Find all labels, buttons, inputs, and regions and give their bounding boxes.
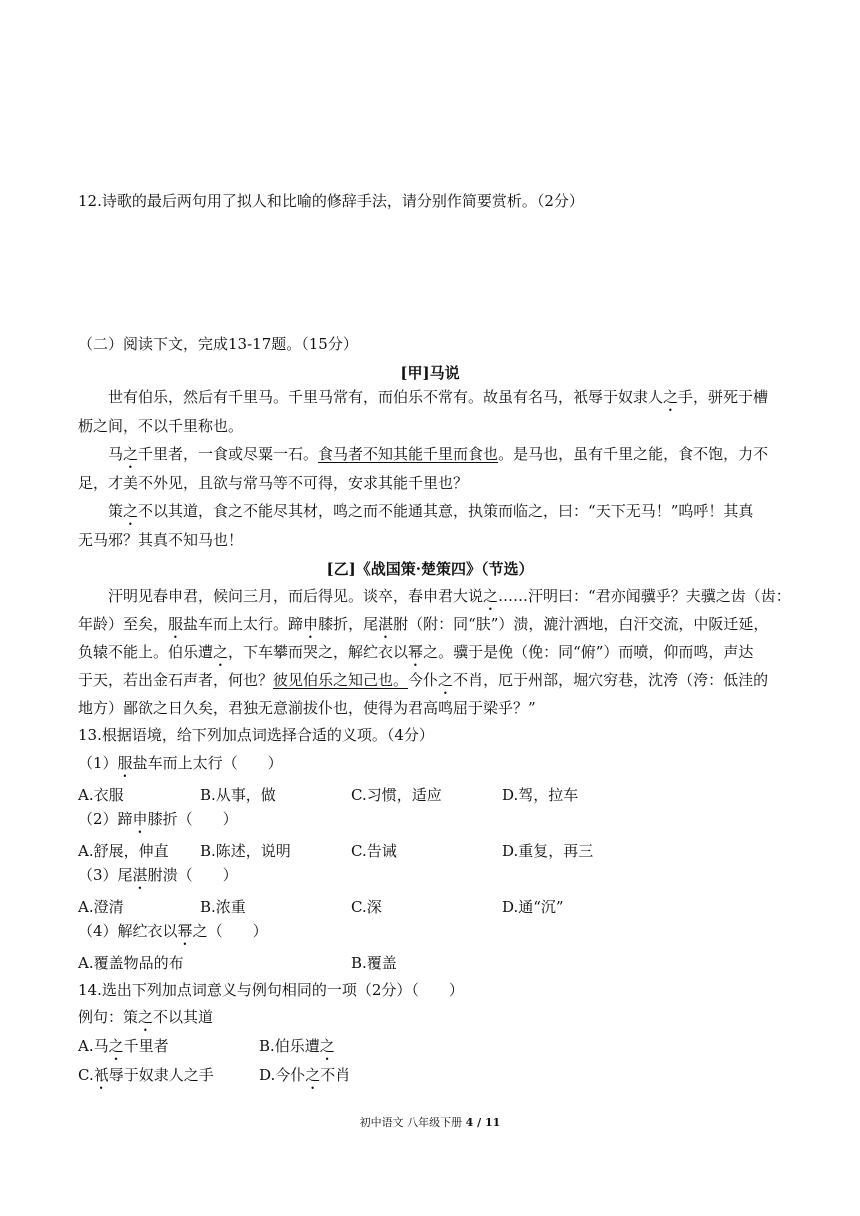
q13-2-option-d: D.重复，再三	[502, 842, 594, 860]
jia-para3-line1: 策之不以其道，食之不能尽其材，鸣之而不能通其意，执策而临之，曰：“天下无马！”呜呼！其真	[108, 502, 754, 520]
q13-2-option-a: A.舒展，伸直	[78, 842, 169, 860]
q13-1-option-c: C.习惯，适应	[351, 786, 442, 804]
jia-para1-line2: 枥之间，不以千里称也。	[78, 417, 244, 435]
jia-para1-line1: 世有伯乐，然后有千里马。千里马常有，而伯乐不常有。故虽有名马，衹辱于奴隶人之手，骈死于槽	[108, 388, 769, 406]
q13-3-option-b: B.浓重	[200, 898, 246, 916]
q13-3-option-c: C.深	[351, 898, 382, 916]
section-heading: （二）阅读下文，完成13-17题。（15分）	[78, 335, 358, 353]
yi-line3: 负辕不能上。伯乐遭之，下车攀而哭之，解纻衣以幂之。骥于是俛（俛：同“俯”）而喷，仰而鸣，声达	[78, 643, 754, 661]
yi-line2: 年龄）至矣，服盐车而上太行。蹄申膝折，尾湛胕（附：同“肤”）溃，漉汁洒地，白汗交流，中阪迁延，	[78, 615, 769, 633]
q14-example: 例句：策之不以其道	[78, 1008, 214, 1026]
q13-item3: （3）尾湛胕溃（ ）	[78, 866, 238, 884]
q13-3-option-a: A.澄清	[78, 898, 124, 916]
passage-yi-title: [乙]《战国策·楚策四》（节选）	[326, 560, 534, 578]
q13-2-option-c: C.告诫	[351, 842, 397, 860]
jia-para2-line2: 足，才美不外见，且欲与常马等不可得，安求其能千里也？	[78, 474, 469, 492]
q13-1-option-d: D.驾，拉车	[502, 786, 579, 804]
q13-item1: （1）服盐车而上太行（ ）	[78, 754, 283, 772]
jia-para3-line2: 无马邪？其真不知马也！	[78, 531, 244, 549]
q13-2-option-b: B.陈述，说明	[200, 842, 291, 860]
page-number: 4 / 11	[465, 1116, 501, 1129]
q13-3-option-d: D.通“沉”	[502, 898, 564, 916]
yi-line4: 于天，若出金石声者，何也？彼见伯乐之知己也。今仆之不肖，厄于州部，堀穴穷巷，沈洿（洿：低洼的	[78, 671, 769, 689]
jia-para2-line1: 马之千里者，一食或尽粟一石。食马者不知其能千里而食也。是马也，虽有千里之能，食不饱，力不	[108, 445, 769, 463]
q14-option-a: A.马之千里者	[78, 1037, 169, 1055]
q13-4-option-a: A.覆盖物品的布	[78, 954, 184, 972]
yi-line5: 地方）鄙欲之日久矣，君独无意湔拔仆也，使得为君高鸣屈于梁乎？”	[78, 699, 536, 717]
question-14: 14.选出下列加点词意义与例句相同的一项（2分）（ ）	[78, 981, 464, 999]
passage-jia-title: [甲]马说	[400, 364, 460, 382]
q13-item2: （2）蹄申膝折（ ）	[78, 810, 238, 828]
q13-1-option-b: B.从事，做	[200, 786, 276, 804]
q14-option-d: D.今仆之不肖	[259, 1066, 351, 1084]
yi-line1: 汗明见春申君，候问三月，而后得见。谈卒，春申君大说之……汗明曰：“君亦闻骥乎？夫骥之齿（齿：	[108, 587, 791, 605]
page-footer: 初中语文 八年级下册 4 / 11	[359, 1116, 501, 1129]
q14-option-c: C.衹辱于奴隶人之手	[78, 1066, 214, 1084]
q13-1-option-a: A.衣服	[78, 786, 124, 804]
question-12: 12.诗歌的最后两句用了拟人和比喻的修辞手法，请分别作简要赏析。（2分）	[78, 192, 584, 210]
q13-4-option-b: B.覆盖	[351, 954, 397, 972]
q13-item4: （4）解纻衣以幂之（ ）	[78, 922, 268, 940]
q14-option-b: B.伯乐遭之	[259, 1037, 335, 1055]
question-13: 13.根据语境，给下列加点词选择合适的义项。（4分）	[78, 726, 434, 744]
